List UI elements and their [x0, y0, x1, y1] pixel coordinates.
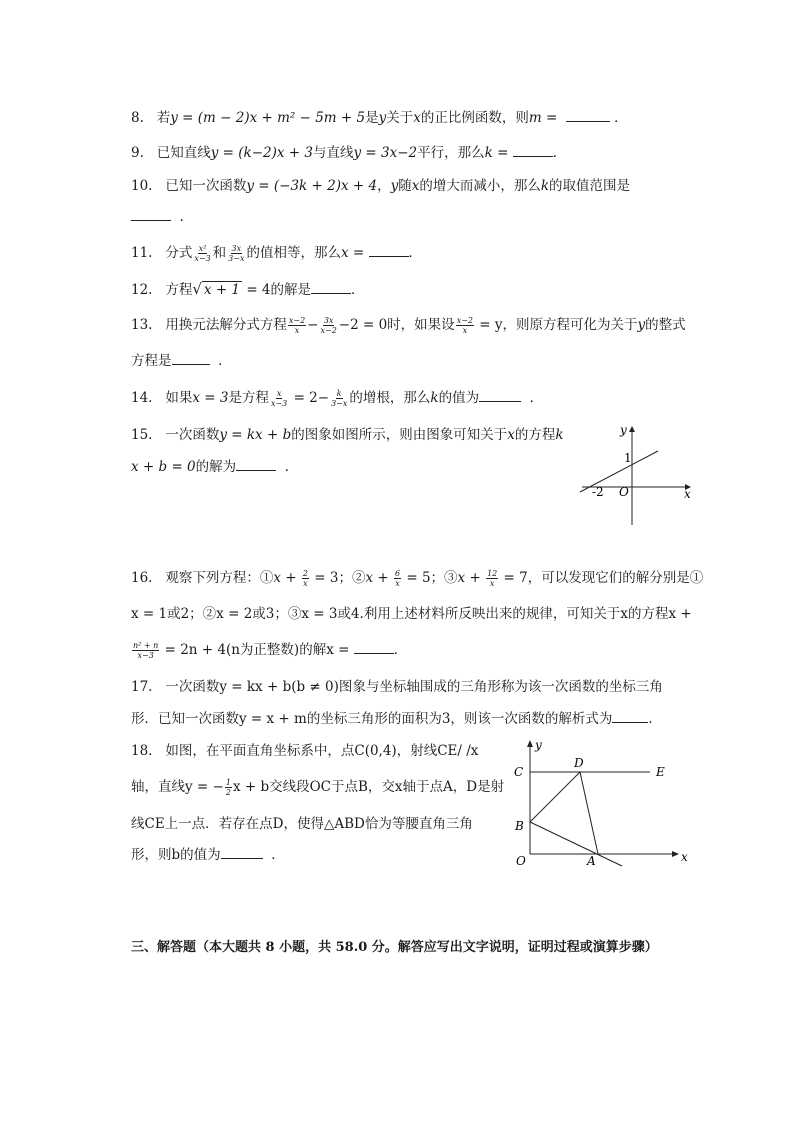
- fraction: $\frac{1}{2}$: [225, 778, 231, 797]
- question-11: 11. 分式 $\frac{\text{x²}}{x-3}$ 和 $\frac{3x}{3-x}$ 的值相等，那么x = ．: [131, 244, 423, 263]
- answer-blank-18[interactable]: [221, 846, 263, 859]
- fraction: $\frac{x-2}{x}$: [456, 316, 473, 335]
- question-18-cont3: 形，则b的值为 ．: [131, 847, 285, 863]
- answer-blank-11[interactable]: [369, 244, 409, 257]
- answer-blank-17[interactable]: [612, 710, 648, 723]
- question-13: 13. 用换元法解分式方程 $\frac{x-2}{x}$ − $\frac{3x}{x-2}$ −2 = 0时，如果设 $\frac{x-2}{x}$ = y，则原方程可化为关于y的整式: [131, 316, 686, 335]
- line-ba: [530, 822, 622, 866]
- fraction: $\frac{k}{3-x}$: [331, 389, 348, 408]
- y-axis-arrow: [629, 426, 635, 432]
- answer-blank-8[interactable]: [566, 109, 610, 122]
- x-axis-arrow: [672, 851, 679, 857]
- x-axis-label: x: [681, 850, 688, 864]
- answer-blank-12[interactable]: [311, 281, 351, 294]
- question-18: 18. 如图，在平面直角坐标系中，点C(0,4)，射线CE/ /x: [131, 743, 479, 759]
- fraction: $\frac{\text{n² + n}}{x-3}$: [133, 641, 159, 660]
- answer-blank-10[interactable]: [131, 208, 171, 221]
- point-a-label: A: [587, 854, 596, 868]
- answer-blank-14[interactable]: [479, 389, 521, 402]
- question-18-cont2: 线CE上一点．若存在点D，使得△ABD恰为等腰直角三角: [131, 816, 473, 832]
- origin-label: O: [516, 854, 526, 868]
- question-9: 9. 已知直线y = (k−2)x + 3与直线y = 3x−2平行，那么k = ．: [131, 145, 567, 161]
- question-8: 8. 若y = (m − 2)x + m² − 5m + 5是y关于x的正比例函数，则m = ．: [131, 110, 628, 126]
- point-b-label: B: [515, 819, 524, 833]
- y-axis-arrow: [527, 740, 533, 747]
- question-15: 15. 一次函数y = kx + b的图象如图所示，则由图象可知关于x的方程k: [131, 427, 564, 443]
- question-15-cont: x + b = 0的解为 ．: [131, 459, 299, 475]
- y-axis-label: y: [620, 423, 627, 437]
- answer-blank-15[interactable]: [236, 458, 276, 471]
- answer-blank-16[interactable]: [354, 641, 394, 654]
- question-13-cont: 方程是 ．: [131, 353, 232, 369]
- y-intercept-label: 1: [624, 451, 632, 465]
- fraction: $\frac{x-2}{x}$: [288, 316, 306, 335]
- question-10: 10. 已知一次函数y = (−3k + 2)x + 4，y随x的增大而减小，那么k的取值范围是: [131, 178, 631, 194]
- question-18-cont: 轴，直线y = − $\frac{1}{2}$ x + b交线段OC于点B，交x轴于点A，D是射: [131, 778, 505, 797]
- question-17: 17. 一次函数y = kx + b(b ≠ 0)图象与坐标轴围成的三角形称为该一次函数的坐标三角: [131, 679, 663, 695]
- x-intercept-label: -2: [592, 485, 604, 499]
- question-16-cont2: $\frac{\text{n² + n}}{x-3}$ = 2n + 4(n为正整数)的解x = ．: [133, 641, 408, 660]
- x-axis-label: x: [684, 487, 691, 501]
- point-d-label: D: [574, 756, 584, 770]
- question-12: 12. 方程√ x + 1 = 4的解是 ．: [131, 280, 365, 298]
- fraction: $\frac{x}{x-3}$: [270, 389, 288, 408]
- section-heading: 三、解答题（本大题共 8 小题，共 58.0 分。解答应写出文字说明，证明过程或演算步骤）: [131, 940, 658, 955]
- fraction: $\frac{\text{x²}}{x-3}$: [194, 244, 211, 263]
- point-e-label: E: [656, 765, 665, 779]
- y-axis-label: y: [535, 738, 542, 752]
- question-16: 16. 观察下列方程：①x + $\frac{2}{x}$ = 3；②x + $\frac{6}{x}$ = 5；③x + $\frac{12}{x}$ = 7，可以发现它们的解分别是①: [131, 569, 704, 588]
- question-16-cont: x = 1或2；②x = 2或3；③x = 3或4.利用上述材料所反映出来的规律，可知关于x的方程x +: [131, 606, 692, 622]
- segment-bd: [530, 772, 580, 822]
- question-14: 14. 如果x = 3是方程 $\frac{x}{x-3}$ = 2− $\frac{k}{3-x}$ 的增根，那么k的值为 ．: [131, 389, 544, 408]
- point-c-label: C: [514, 765, 524, 779]
- segment-da: [580, 772, 598, 854]
- question-10-cont: ．: [131, 207, 193, 227]
- origin-label: O: [619, 485, 629, 499]
- fraction: $\frac{12}{x}$: [487, 569, 498, 588]
- fraction: $\frac{2}{x}$: [302, 569, 308, 588]
- fraction: $\frac{3x}{x-2}$: [320, 316, 337, 335]
- answer-blank-13[interactable]: [172, 352, 210, 365]
- question-17-cont: 形．已知一次函数y = x + m的坐标三角形的面积为3，则该一次函数的解析式为 ．: [131, 711, 662, 727]
- figure-18-graph: [505, 733, 700, 873]
- fraction: $\frac{6}{x}$: [394, 569, 401, 588]
- fraction: $\frac{3x}{3-x}$: [228, 244, 245, 263]
- answer-blank-9[interactable]: [513, 144, 553, 157]
- figure-15-graph: [570, 418, 700, 530]
